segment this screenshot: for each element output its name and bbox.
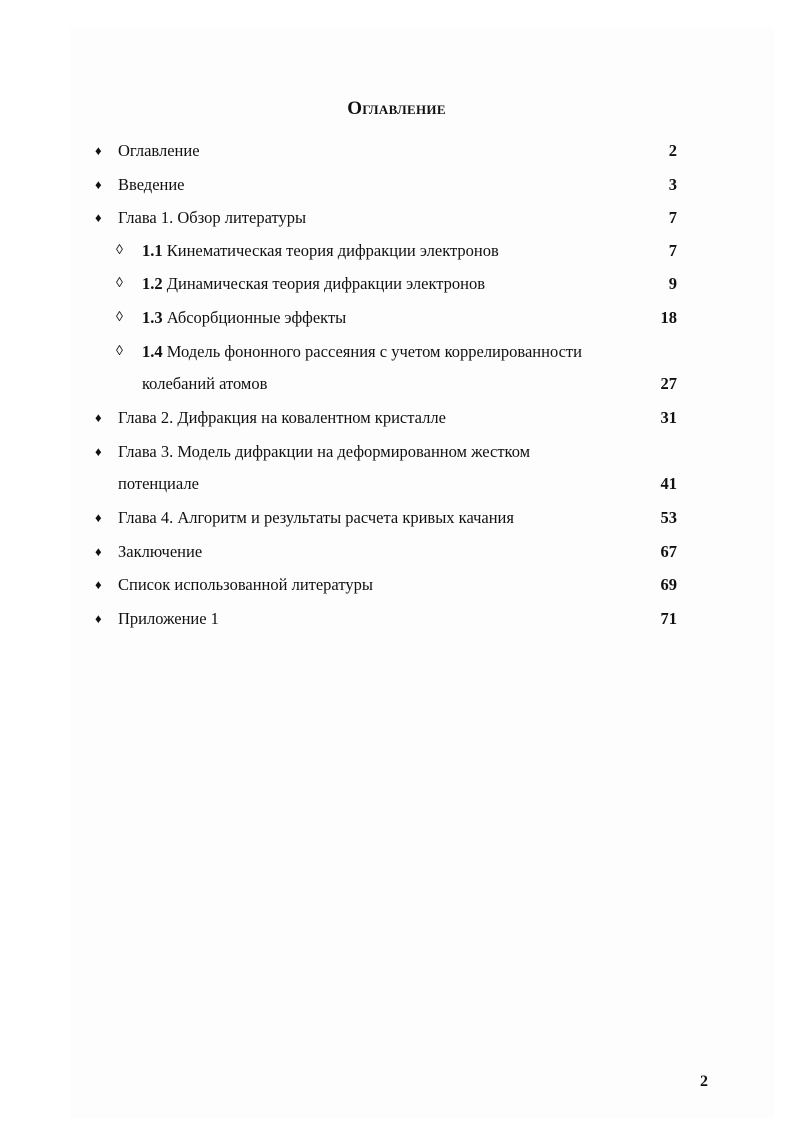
section-number: 1.1 (142, 241, 163, 260)
section-title: Модель фононного рассеяния с учетом коррелированности (162, 342, 582, 361)
diamond-bullet-icon: ♦ (95, 177, 102, 192)
section-title: Кинематическая теория дифракции электронов (162, 241, 499, 260)
toc-subentry-continuation (0, 371, 793, 397)
toc-entry-page: 41 (660, 474, 677, 493)
diamond-bullet-icon: ♦ (95, 577, 102, 592)
toc-entry-title: Заключение (118, 542, 203, 561)
hollow-diamond-bullet-icon: ◊ (116, 344, 123, 359)
footer-page-number: 2 (700, 1073, 708, 1090)
toc-entry (0, 572, 793, 598)
diamond-bullet-icon: ♦ (95, 611, 102, 626)
toc-entry-page: 31 (660, 408, 677, 427)
toc-entry-title: Глава 2. Дифракция на ковалентном кристалле (118, 408, 446, 427)
toc-entry-title: Глава 1. Обзор литературы (118, 208, 307, 227)
toc-subentry-title (142, 305, 346, 331)
toc-entry-page: 2 (668, 141, 677, 160)
toc-subentry-title (142, 238, 499, 264)
toc-entry-title-cont: потенциале (118, 474, 199, 493)
toc-entry (0, 405, 793, 431)
toc-entry-title: Список использованной литературы (118, 575, 373, 594)
toc-entry-title: Глава 3. Модель дифракции на деформированном жестком (118, 442, 531, 461)
toc-subentry-title (142, 271, 485, 297)
toc-entry-page: 53 (660, 508, 677, 527)
toc-entry-title: Введение (118, 175, 185, 194)
toc-entry-title: Глава 4. Алгоритм и результаты расчета кривых качания (118, 508, 514, 527)
toc-title: Оглавление (347, 98, 446, 119)
section-number: 1.3 (142, 308, 163, 327)
toc-entry (0, 505, 793, 531)
toc-entry-page: 7 (668, 241, 677, 260)
diamond-bullet-icon: ♦ (95, 510, 102, 525)
section-title: Динамическая теория дифракции электронов (162, 274, 486, 293)
toc-subentry (0, 339, 793, 365)
toc-entry (0, 205, 793, 231)
diamond-bullet-icon: ♦ (95, 444, 102, 459)
toc-subentry (0, 238, 793, 264)
hollow-diamond-bullet-icon: ◊ (116, 276, 123, 291)
toc-entry (0, 172, 793, 198)
toc-entry-page: 7 (668, 208, 677, 227)
toc-entry-title: Приложение 1 (118, 609, 219, 628)
diamond-bullet-icon: ♦ (95, 544, 102, 559)
toc-entry-page: 69 (660, 575, 677, 594)
section-number: 1.4 (142, 342, 163, 361)
toc-entry (0, 606, 793, 632)
toc-entry-page: 67 (660, 542, 677, 561)
toc-subentry (0, 271, 793, 297)
toc-subentry-title (142, 339, 582, 365)
diamond-bullet-icon: ♦ (95, 210, 102, 225)
section-title: Абсорбционные эффекты (162, 308, 347, 327)
toc-entry-page: 27 (660, 374, 677, 393)
toc-subentry (0, 305, 793, 331)
toc-subentry-title-cont: колебаний атомов (142, 374, 268, 393)
toc-entry-page: 3 (668, 175, 677, 194)
hollow-diamond-bullet-icon: ◊ (116, 243, 123, 258)
toc-entry (0, 539, 793, 565)
toc-entry-continuation (0, 471, 793, 497)
toc-entry-page: 18 (660, 308, 677, 327)
toc-entry-page: 71 (660, 609, 677, 628)
toc-entry-title: Оглавление (118, 141, 200, 160)
toc-entry-page: 9 (668, 274, 677, 293)
section-number: 1.2 (142, 274, 163, 293)
hollow-diamond-bullet-icon: ◊ (116, 310, 123, 325)
toc-entry (0, 138, 793, 164)
diamond-bullet-icon: ♦ (95, 143, 102, 158)
diamond-bullet-icon: ♦ (95, 410, 102, 425)
toc-entry (0, 439, 793, 465)
